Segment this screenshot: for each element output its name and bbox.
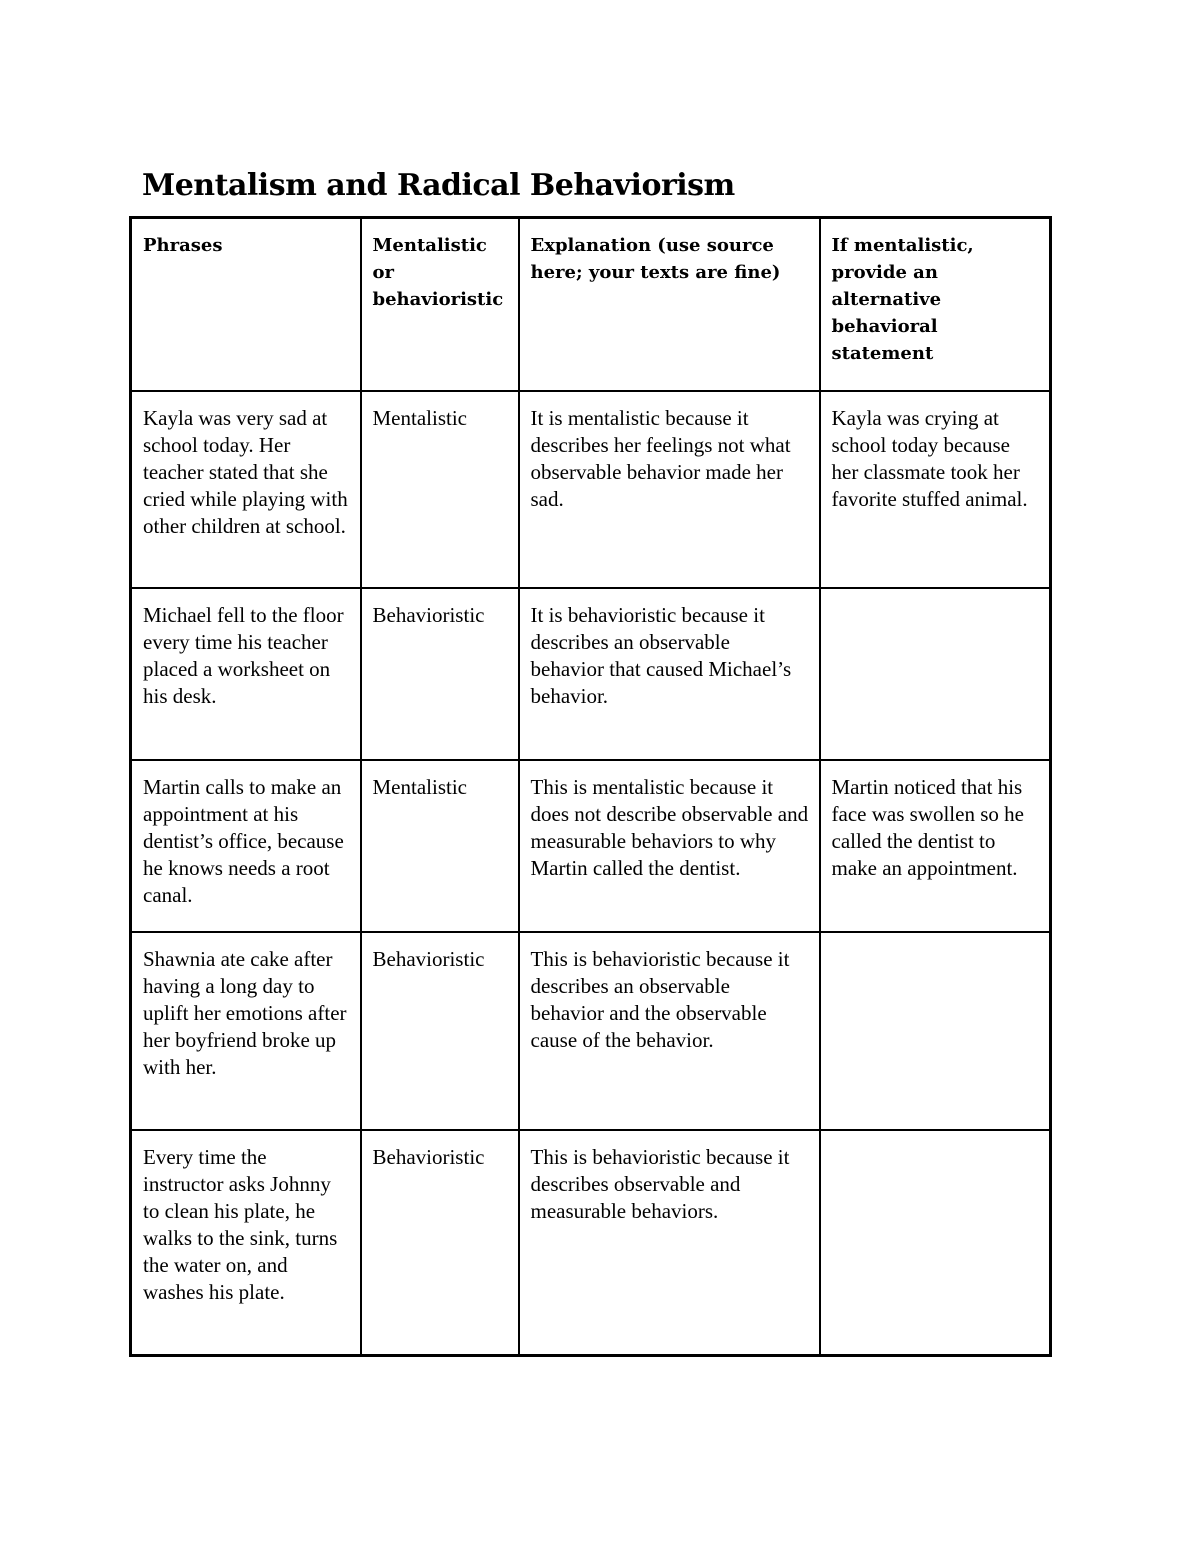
- classification-cell: Mentalistic: [361, 391, 519, 588]
- explanation-cell: This is behavioristic because it describes an observable behavior and the observable cause of the behavior.: [519, 932, 820, 1130]
- table-header-row: [131, 218, 1051, 391]
- classification-cell: Behavioristic: [361, 1130, 519, 1356]
- classification-cell: Mentalistic: [361, 760, 519, 932]
- header-explanation: Explanation (use source here; your texts are fine): [519, 218, 820, 391]
- explanation-cell: It is mentalistic because it describes her feelings not what observable behavior made her sad.: [519, 391, 820, 588]
- phrase-cell: Kayla was very sad at school today. Her teacher stated that she cried while playing with other children at school.: [131, 391, 361, 588]
- alternative-cell: [820, 588, 1051, 760]
- classification-cell: Behavioristic: [361, 932, 519, 1130]
- phrase-cell: Martin calls to make an appointment at his dentist’s office, because he knows needs a root canal.: [131, 760, 361, 932]
- explanation-cell: This is behavioristic because it describes observable and measurable behaviors.: [519, 1130, 820, 1356]
- alternative-cell: [820, 1130, 1051, 1356]
- phrase-cell: Every time the instructor asks Johnny to clean his plate, he walks to the sink, turns the water on, and washes his plate.: [131, 1130, 361, 1356]
- phrase-cell: Michael fell to the floor every time his teacher placed a worksheet on his desk.: [131, 588, 361, 760]
- alternative-cell: [820, 932, 1051, 1130]
- table-row: [131, 1130, 1051, 1356]
- header-classification: Mentalistic or behavioristic: [361, 218, 519, 391]
- explanation-cell: It is behavioristic because it describes an observable behavior that caused Michael’s behavior.: [519, 588, 820, 760]
- table-row: [131, 760, 1051, 932]
- classification-cell: Behavioristic: [361, 588, 519, 760]
- phrases-table: [129, 216, 1052, 1357]
- table-row: [131, 391, 1051, 588]
- page-title: Mentalism and Radical Behaviorism: [142, 168, 735, 203]
- phrase-cell: Shawnia ate cake after having a long day to uplift her emotions after her boyfriend broke up with her.: [131, 932, 361, 1130]
- table-row: [131, 932, 1051, 1130]
- header-alternative: If mentalistic, provide an alternative behavioral statement: [820, 218, 1051, 391]
- header-phrases: Phrases: [131, 218, 361, 391]
- explanation-cell: This is mentalistic because it does not describe observable and measurable behaviors to why Martin called the dentist.: [519, 760, 820, 932]
- alternative-cell: Kayla was crying at school today because her classmate took her favorite stuffed animal.: [820, 391, 1051, 588]
- alternative-cell: Martin noticed that his face was swollen so he called the dentist to make an appointment.: [820, 760, 1051, 932]
- table-row: [131, 588, 1051, 760]
